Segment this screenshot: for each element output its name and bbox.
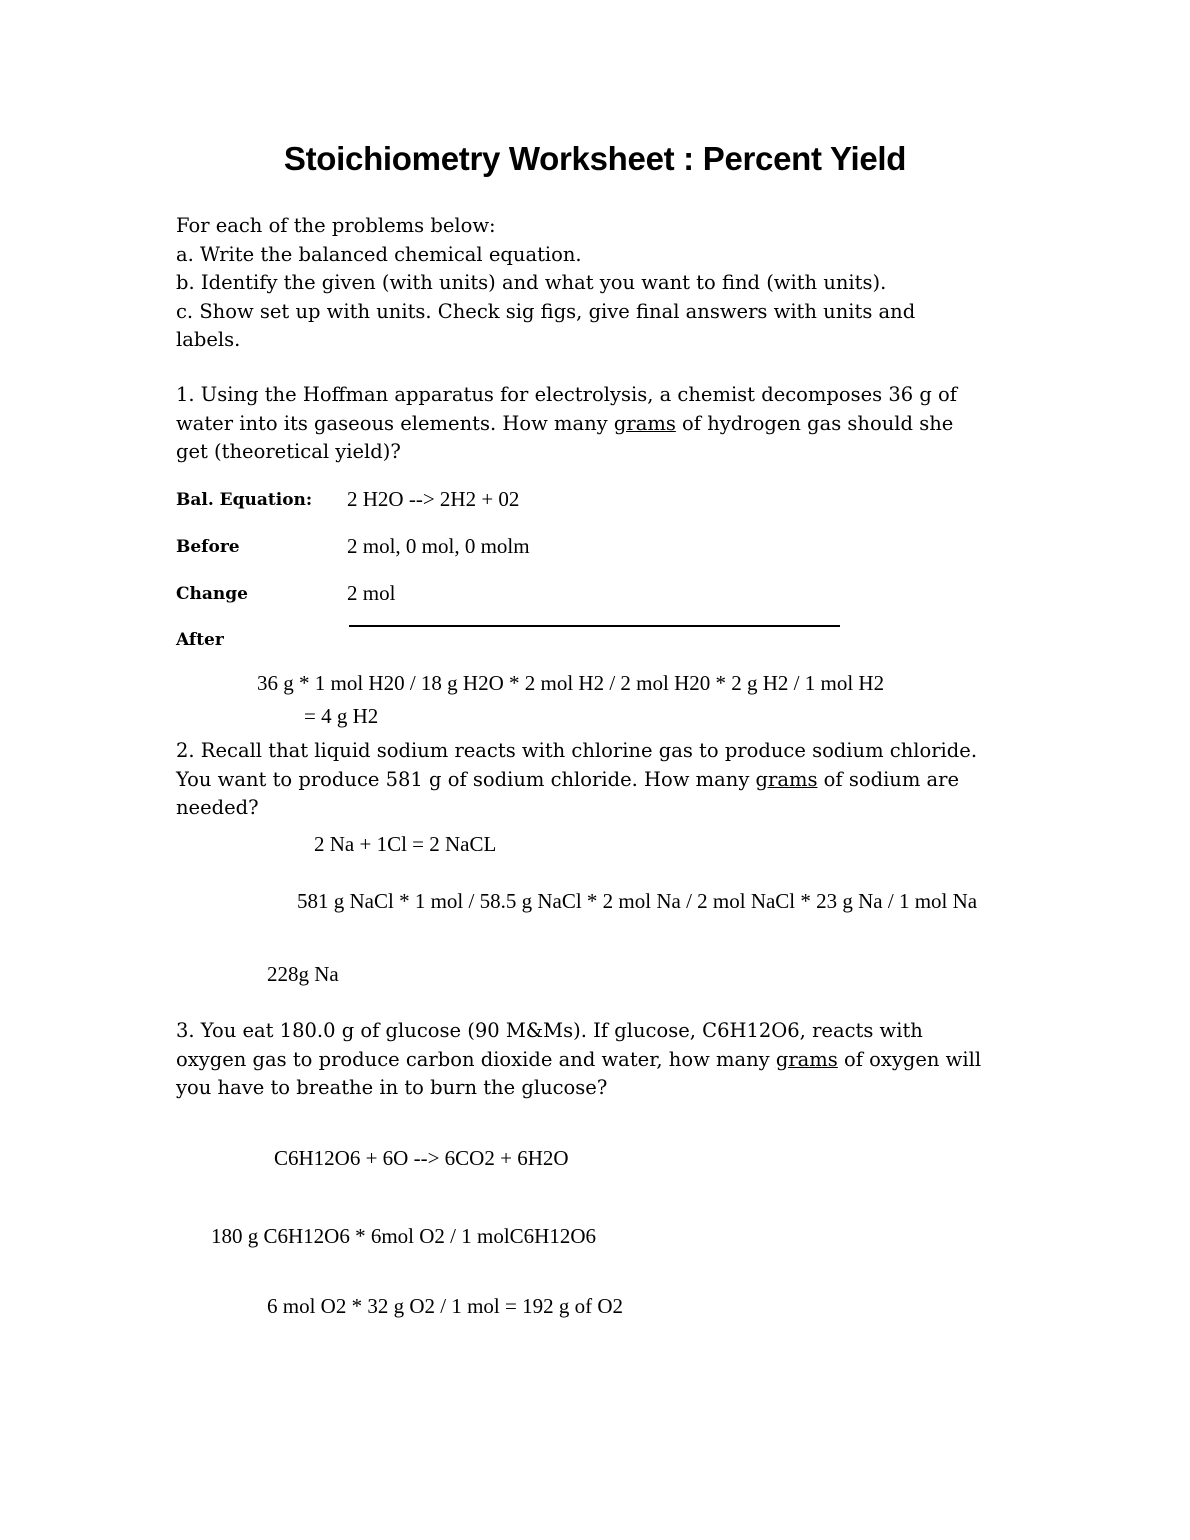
problem-1-line-1: 1. Using the Hoffman apparatus for electrolysis, a chemist decomposes 36 g of	[176, 383, 958, 406]
change-label: Change	[176, 584, 248, 604]
problem-2-answer: 228g Na	[267, 962, 339, 986]
grams-underlined: grams	[775, 1047, 838, 1071]
after-answer-line	[349, 625, 840, 627]
bal-equation-value: 2 H2O --> 2H2 + 02	[347, 487, 520, 511]
problem-3-work-2: 6 mol O2 * 32 g O2 / 1 mol = 192 g of O2	[267, 1294, 624, 1318]
problem-3-line-1: 3. You eat 180.0 g of glucose (90 M&Ms). If glucose, C6H12O6, reacts with	[176, 1019, 923, 1042]
problem-3-line-2: oxygen gas to produce carbon dioxide and water, how many grams of oxygen will	[176, 1047, 982, 1071]
instruction-c-cont: labels.	[176, 328, 241, 351]
after-label: After	[176, 630, 224, 650]
problem-1-work: 36 g * 1 mol H20 / 18 g H2O * 2 mol H2 / 2 mol H20 * 2 g H2 / 1 mol H2	[257, 671, 885, 695]
problem-3-equation: C6H12O6 + 6O --> 6CO2 + 6H2O	[274, 1146, 569, 1170]
change-value: 2 mol	[347, 581, 396, 605]
problem-2-line-1: 2. Recall that liquid sodium reacts with chlorine gas to produce sodium chloride.	[176, 739, 978, 762]
problem-1-answer: = 4 g H2	[304, 704, 379, 728]
before-label: Before	[176, 537, 240, 557]
problem-2-text	[176, 737, 1056, 823]
before-value: 2 mol, 0 mol, 0 molm	[347, 534, 530, 558]
problem-3-line-3: you have to breathe in to burn the glucose?	[176, 1076, 608, 1099]
instruction-b: b. Identify the given (with units) and what you want to find (with units).	[176, 271, 887, 294]
instruction-a: a. Write the balanced chemical equation.	[176, 242, 582, 266]
problem-2-line-3: needed?	[176, 796, 259, 819]
problem-3-text	[176, 1017, 1056, 1103]
grams-underlined: grams	[755, 767, 818, 791]
instructions	[176, 212, 1056, 355]
page-title: Stoichiometry Worksheet : Percent Yield	[283, 140, 907, 177]
problem-1-line-2: water into its gaseous elements. How many grams of hydrogen gas should she	[176, 411, 954, 435]
problem-3-work-1: 180 g C6H12O6 * 6mol O2 / 1 molC6H12O6	[211, 1224, 597, 1248]
instruction-c: c. Show set up with units. Check sig figs, give final answers with units and	[176, 299, 916, 323]
problem-1-text	[176, 381, 1056, 467]
bal-equation-label: Bal. Equation:	[176, 490, 313, 510]
problem-2-line-2: You want to produce 581 g of sodium chloride. How many grams of sodium are	[176, 767, 960, 791]
problem-1-line-3: get (theoretical yield)?	[176, 440, 401, 463]
instructions-intro: For each of the problems below:	[176, 214, 496, 237]
problem-2-equation: 2 Na + 1Cl = 2 NaCL	[314, 832, 497, 856]
problem-2-work: 581 g NaCl * 1 mol / 58.5 g NaCl * 2 mol Na / 2 mol NaCl * 23 g Na / 1 mol Na	[297, 889, 978, 913]
grams-underlined: grams	[613, 411, 676, 435]
